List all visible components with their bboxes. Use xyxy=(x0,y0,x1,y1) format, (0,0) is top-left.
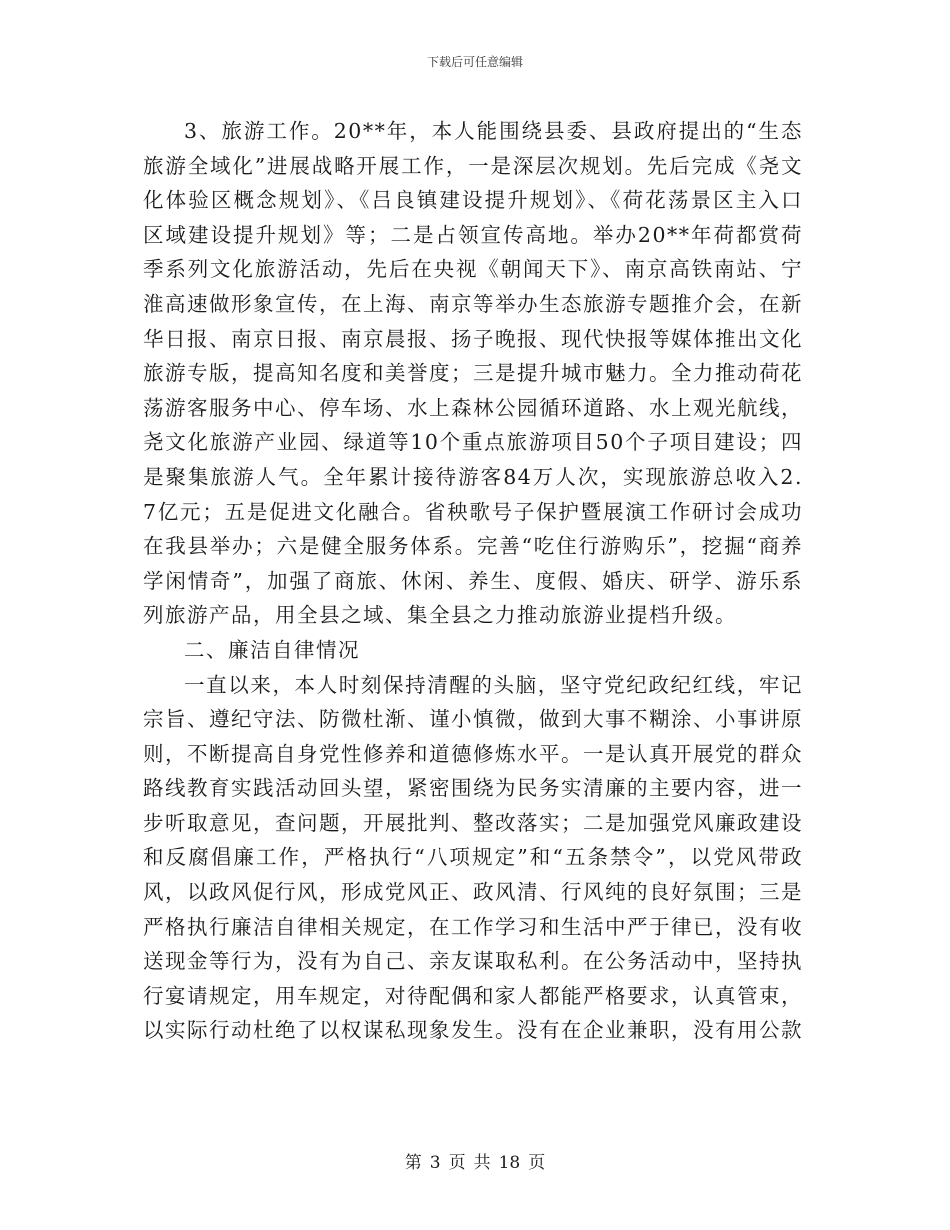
section-heading-integrity: 二、廉洁自律情况 xyxy=(184,637,360,662)
footer-label-page: 第 xyxy=(404,1153,422,1173)
page-footer xyxy=(0,1152,950,1174)
paragraph-integrity: 一直以来，本人时刻保持清醒的头脑，坚守党纪政纪红线，牢记宗旨、遵纪守法、防微杜渐、谨小慎微，做到大事不糊涂、小事讲原则，不断提高自身党性修养和道德修炼水平。一是认真开展党的群众路线教育实践活动回头望，紧密围绕为民务实清廉的主要内容，进一步听取意见，查问题，开展批判、整改落实；二是加强党风廉政建设和反腐倡廉工作，严格执行“八项规定”和“五条禁令”，以党风带政风，以政风促行风，形成党风正、政风清、行风纯的良好氛围；三是严格执行廉洁自律相关规定，在工作学习和生活中严于律已，没有收送现金等行为，没有为自己、亲友谋取私利。在公务活动中，坚持执行宴请规定，用车规定，对待配偶和家人都能严格要求，认真管束，以实际行动杜绝了以权谋私现象发生。没有在企业兼职，没有用公款 xyxy=(143,672,803,1043)
footer-label-end: 页 xyxy=(528,1153,546,1173)
footer-label-pages: 页 xyxy=(448,1153,466,1173)
footer-label-total: 共 xyxy=(473,1153,491,1173)
page-header: 下载后可任意编辑 xyxy=(426,55,523,69)
footer-current-page: 3 xyxy=(429,1153,441,1173)
footer-total-pages: 18 xyxy=(498,1153,521,1173)
document-body xyxy=(143,114,803,1048)
paragraph-tourism-work: 3、旅游工作。20**年，本人能围绕县委、县政府提出的“生态旅游全域化”进展战略开展工作，一是深层次规划。先后完成《尧文化体验区概念规划》、《吕良镇建设提升规划》、《荷花荡景区主入口区域建设提升规划》等；二是占领宣传高地。举办20**年荷都赏荷季系列文化旅游活动，先后在央视《朝闻天下》、南京高铁南站、宁淮高速做形象宣传，在上海、南京等举办生态旅游专题推介会，在新华日报、南京日报、南京晨报、扬子晚报、现代快报等媒体推出文化旅游专版，提高知名度和美誉度；三是提升城市魅力。全力推动荷花荡游客服务中心、停车场、水上森林公园循环道路、水上观光航线，尧文化旅游产业园、绿道等10个重点旅游项目50个子项目建设；四是聚集旅游人气。全年累计接待游客84万人次，实现旅游总收入2.7亿元；五是促进文化融合。省秧歌号子保护暨展演工作研讨会成功在我县举办；六是健全服务体系。完善“吃住行游购乐”，挖掘“商养学闲情奇”，加强了商旅、休闲、养生、度假、婚庆、研学、游乐系列旅游产品，用全县之域、集全县之力推动旅游业提档升级。 xyxy=(143,119,803,628)
